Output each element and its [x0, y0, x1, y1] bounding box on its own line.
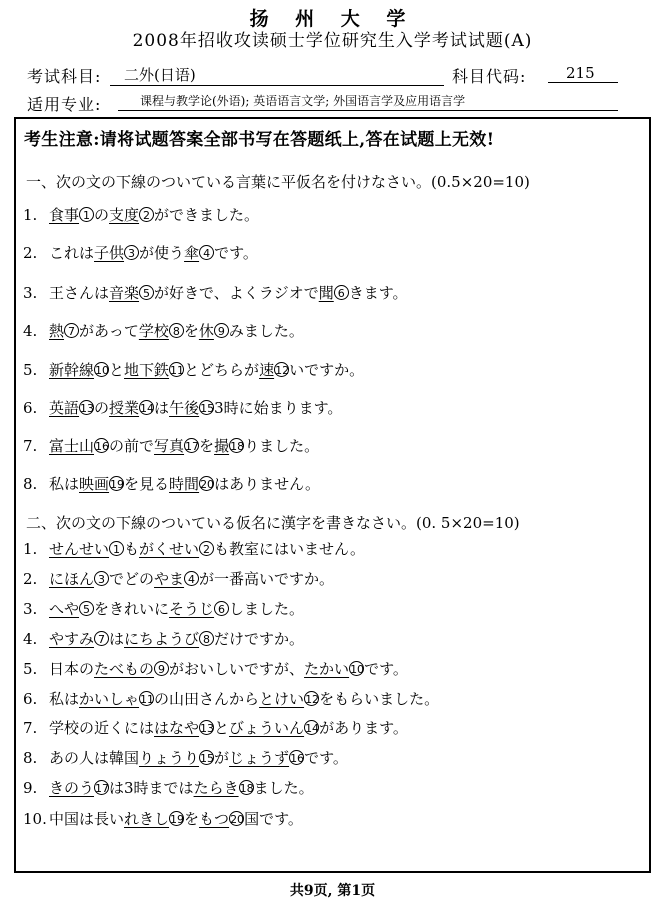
blank-number: 15 [200, 752, 215, 765]
underlined-word: 午後 [169, 399, 200, 417]
blank-number: 14 [305, 722, 320, 735]
blank-number: 13 [200, 722, 215, 735]
underlined-word: 聞 [318, 284, 334, 302]
question-item [23, 598, 304, 619]
underlined-word: 支度 [109, 206, 140, 224]
question-item [23, 568, 334, 589]
question-number: 7. [23, 719, 38, 737]
question-text: いですか。 [289, 361, 365, 379]
question-number: 10. [23, 810, 47, 828]
underlined-word: 傘 [184, 244, 200, 262]
underlined-word: りょうり [139, 749, 200, 767]
underlined-word: れきし [124, 810, 170, 828]
question-item [23, 359, 364, 380]
underlined-word: かいしゃ [79, 690, 140, 708]
underlined-word: 熱 [49, 322, 65, 340]
question-item [23, 808, 303, 829]
question-text: あの人は韓国 [49, 749, 140, 767]
question-number: 8. [23, 749, 38, 767]
question-text: は [109, 630, 125, 648]
blank-number: 17 [185, 440, 200, 453]
blank-number: 1 [109, 541, 124, 556]
question-text: の [94, 206, 110, 224]
blank-number: 11 [170, 364, 185, 377]
question-number: 2. [23, 244, 38, 262]
underlined-word: 音楽 [109, 284, 140, 302]
blank-number: 2 [199, 541, 214, 556]
question-text: が [214, 749, 230, 767]
exam-title: 2008年招收攻读硕士学位研究生入学考试试题(A) [132, 31, 533, 51]
underlined-word: びょういん [229, 719, 305, 737]
question-text: ができました。 [154, 206, 260, 224]
question-text: 国です。 [244, 810, 303, 828]
question-text: があって [79, 322, 139, 340]
question-number: 6. [23, 399, 38, 417]
major-label: 适用专业: [27, 95, 102, 114]
question-text: を [199, 437, 215, 455]
question-item [23, 688, 439, 709]
underlined-word: たべもの [94, 660, 155, 678]
question-text: 日本の [49, 660, 95, 678]
question-text: の山田さんから [154, 690, 260, 708]
question-number: 1. [23, 206, 38, 224]
blank-number: 3 [124, 245, 139, 260]
section2-heading: 二、次の文の下線のついている仮名に漢字を書きなさい。(0. 5×20=10) [26, 514, 520, 532]
question-text: ました。 [253, 779, 314, 797]
underlined-word: はなや [154, 719, 200, 737]
code-value: 215 [548, 64, 618, 83]
question-text: 王さんは [49, 284, 110, 302]
blank-number: 12 [275, 364, 290, 377]
underlined-word: 速 [259, 361, 275, 379]
blank-number: 12 [305, 693, 320, 706]
question-text: と [109, 361, 125, 379]
blank-number: 20 [230, 813, 245, 826]
blank-number: 18 [230, 440, 245, 453]
question-text: と [214, 719, 230, 737]
underlined-word: きのう [49, 779, 95, 797]
blank-number: 5 [79, 601, 94, 616]
question-text: だけですか。 [214, 630, 305, 648]
underlined-word: 写真 [154, 437, 185, 455]
underlined-word: せんせい [49, 540, 110, 558]
underlined-word: 学校 [138, 322, 169, 340]
blank-number: 2 [139, 207, 154, 222]
question-text: が一番高いですか。 [199, 570, 335, 588]
underlined-word: 富士山 [49, 437, 95, 455]
code-label: 科目代码: [452, 67, 527, 86]
subject-label: 考试科目: [27, 67, 102, 86]
underlined-word: がくせい [139, 540, 200, 558]
question-item [23, 628, 304, 649]
blank-number: 4 [199, 245, 214, 260]
underlined-word: へや [49, 600, 80, 618]
question-item [23, 397, 342, 418]
question-number: 5. [23, 361, 38, 379]
question-text: 3時に始まります。 [214, 399, 343, 417]
blank-number: 5 [139, 285, 154, 300]
question-text: しました。 [229, 600, 305, 618]
question-text: も [124, 540, 140, 558]
underlined-word: そうじ [169, 600, 215, 618]
blank-number: 15 [200, 402, 215, 415]
question-text: をきれいに [94, 600, 170, 618]
blank-number: 9 [214, 323, 229, 338]
question-number: 4. [23, 322, 38, 340]
subject-value: 二外(日语) [110, 64, 444, 86]
question-text: の [94, 399, 110, 417]
question-text: を [183, 322, 199, 340]
exam-notice: 考生注意:请将试题答案全部书写在答题纸上,答在试题上无效! [24, 130, 495, 150]
underlined-word: 撮 [214, 437, 230, 455]
blank-number: 10 [95, 364, 110, 377]
blank-number: 17 [95, 782, 110, 795]
question-text: これは [49, 244, 95, 262]
section1-heading: 一、次の文の下線のついている言葉に平仮名を付けなさい。(0.5×20=10) [26, 173, 530, 191]
question-number: 9. [23, 779, 38, 797]
question-number: 3. [23, 600, 38, 618]
underlined-word: 映画 [79, 475, 110, 493]
underlined-word: たかい [304, 660, 350, 678]
question-text: の前で [109, 437, 155, 455]
question-item [23, 538, 365, 559]
question-text: が好きで、よくラジオで [154, 284, 319, 302]
question-text: です。 [304, 749, 348, 767]
underlined-word: 英語 [49, 399, 80, 417]
question-text: を [184, 810, 200, 828]
question-number: 8. [23, 475, 38, 493]
blank-number: 18 [239, 782, 254, 795]
question-text: です。 [214, 244, 258, 262]
underlined-word: 食事 [49, 206, 80, 224]
question-item [23, 242, 258, 263]
question-item [23, 435, 319, 456]
question-item [23, 282, 408, 303]
question-text: をもらいました。 [319, 690, 440, 708]
question-item [23, 204, 259, 225]
underlined-word: もつ [199, 810, 230, 828]
question-item [23, 473, 320, 494]
blank-number: 6 [334, 285, 349, 300]
underlined-word: たらき [193, 779, 239, 797]
question-text: も教室にはいません。 [214, 540, 365, 558]
question-text: です。 [364, 660, 408, 678]
underlined-word: にちようび [124, 630, 200, 648]
question-number: 5. [23, 660, 38, 678]
question-text: はありません。 [214, 475, 320, 493]
underlined-word: やま [154, 570, 185, 588]
underlined-word: 地下鉄 [124, 361, 170, 379]
university-name: 扬 州 大 学 [249, 8, 416, 30]
question-text: 中国は長い [49, 810, 125, 828]
underlined-word: やすみ [49, 630, 95, 648]
blank-number: 10 [350, 663, 365, 676]
question-text: みました。 [228, 322, 304, 340]
underlined-word: とけい [259, 690, 305, 708]
question-text: を見る [124, 475, 170, 493]
underlined-word: 休 [198, 322, 214, 340]
blank-number: 4 [184, 571, 199, 586]
question-text: でどの [109, 570, 155, 588]
blank-number: 9 [154, 661, 169, 676]
question-text: は [154, 399, 170, 417]
underlined-word: にほん [49, 570, 95, 588]
question-item [23, 747, 348, 768]
question-item [23, 777, 314, 798]
question-text: とどちらが [184, 361, 260, 379]
question-number: 4. [23, 630, 38, 648]
blank-number: 16 [95, 440, 110, 453]
blank-number: 14 [140, 402, 155, 415]
underlined-word: 授業 [109, 399, 140, 417]
underlined-word: 時間 [169, 475, 200, 493]
question-text: りました。 [244, 437, 320, 455]
question-number: 1. [23, 540, 38, 558]
question-text: がおいしいですが、 [169, 660, 305, 678]
question-item [23, 658, 408, 679]
blank-number: 16 [290, 752, 305, 765]
question-number: 3. [23, 284, 38, 302]
question-text: きます。 [348, 284, 408, 302]
question-number: 7. [23, 437, 38, 455]
underlined-word: じょうず [229, 749, 290, 767]
blank-number: 20 [200, 478, 215, 491]
question-text: 私は [49, 690, 80, 708]
question-item [23, 320, 304, 341]
question-text: が使う [139, 244, 185, 262]
major-value: 课程与教学论(外语); 英语语言文学; 外国语言学及应用语言学 [118, 93, 618, 111]
blank-number: 3 [94, 571, 109, 586]
blank-number: 8 [169, 323, 184, 338]
underlined-word: 新幹線 [49, 361, 95, 379]
blank-number: 19 [110, 478, 125, 491]
question-number: 2. [23, 570, 38, 588]
blank-number: 7 [94, 631, 109, 646]
blank-number: 1 [79, 207, 94, 222]
blank-number: 8 [199, 631, 214, 646]
question-text: があります。 [319, 719, 408, 737]
question-number: 6. [23, 690, 38, 708]
question-text: は3時までは [109, 779, 194, 797]
page-footer: 共9页, 第1页 [289, 883, 376, 899]
blank-number: 7 [64, 323, 79, 338]
question-text: 学校の近くには [49, 719, 155, 737]
underlined-word: 子供 [94, 244, 125, 262]
question-item [23, 717, 408, 738]
blank-number: 19 [170, 813, 185, 826]
blank-number: 13 [80, 402, 95, 415]
question-text: 私は [49, 475, 80, 493]
blank-number: 11 [140, 693, 155, 706]
blank-number: 6 [214, 601, 229, 616]
